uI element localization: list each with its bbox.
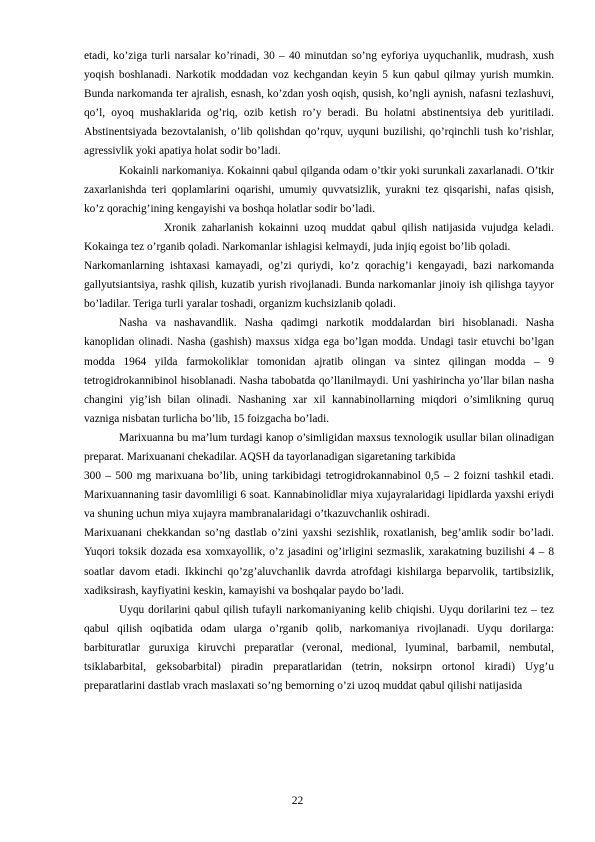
paragraph-chronic-poisoning: Xronik zaharlanish kokainni uzoq muddat qabul qilish natijasida vujudga keladi. Kokainga tez o’rganib qoladi. Narkomanlar ishlagisi kelmaydi, juda injiq egoist bo’lib qoladi. (84, 221, 554, 253)
paragraph-abstinence: etadi, ko’ziga turli narsalar ko’rinadi, 30 – 40 minutdan so’ng eyforiya uyquchanlik, mudrash, xush yoqish boshlanadi. Narkotik moddadan voz kechgandan keyin 5 kun qabul qilmay yurish mumkin. Bunda narkomanda ter ajralish, esnash, ko’zdan yosh oqish, qusish, ko’ngli aynish, nafasni tezlashuvi, qo’l, oyoq mushaklarida og’riq, ozib ketish ro’y beradi. Bu holatni abstinentsiya deb yuritiladi. Abstinentsiyada bezovtalanish, o’lib qolishdan qo’rquv, uyquni buzilishi, qo’rqinchli tush ko’rishlar, agressivlik yoki apatiya holat sodir bo’ladi. (84, 50, 554, 158)
paragraph-cocaine-addiction: Kokainli narkomaniya. Kokainni qabul qilganda odam o’tkir yoki surunkali zaxarlanadi. O’tkir zaxarlanishda teri qoplamlarini oqarishi, umumiy quvvatsizlik, yurakni tez qisqarishi, nafas qisish, ko’z qorachig’ining kengayishi va boshqa holatlar sodir bo’ladi. (84, 164, 554, 215)
paragraph-marijuana-effects: Marixuanani chekkandan so’ng dastlab o’zini yaxshi sezishlik, roxatlanish, beg’amlik sodir bo’ladi. Yuqori toksik dozada esa xomxayollik, o’z jasadini og’irligini sezmaslik, xarakatning buzilishi 4 – 8 soatlar davom etadi. Ikkinchi qo’zg’aluvchanlik davrda atrofdagi kishilarga beparvolik, tartibsizlik, xadiksirash, kayfiyatini keskin, kamayishi va boshqalar paydo bo’ladi. (84, 527, 554, 597)
body-text (84, 47, 554, 696)
paragraph-hashish: Nasha va nashavandlik. Nasha qadimgi narkotik moddalardan biri hisoblanadi. Nasha kanoplidan olinadi. Nasha (gashish) maxsus xidga ega bo’lgan modda. Undagi tasir etuvchi bo’lgan modda 1964 yilda farmokoliklar tomonidan ajratib olingan va sintez qilingan modda – 9 tetrogidrokannibinol hisoblanadi. Nasha tabobatda qo’llanilmaydi. Uni yashirincha yo’llar bilan nasha changini yig’ish bilan olinadi. Nashaning xar xil kannabinollarning miqdori o’simlikning quruq vazniga nisbatan turlicha bo’lib, 15 foizgacha bo’ladi. (84, 317, 554, 425)
paragraph-addict-symptoms: Narkomanlarning ishtaxasi kamayadi, og’zi quriydi, ko’z qorachig’i kengayadi, bazi narkomanda gallyutsiantsiya, rashk qilish, kuzatib yurish rivojlanadi. Bunda narkomanlar jinoiy ish qilishga tayyor bo’ladilar. Teriga turli yaralar toshadi, organizm kuchsizlanib qoladi. (84, 260, 554, 311)
paragraph-marijuana-content: 300 – 500 mg marixuana bo’lib, uning tarkibidagi tetrogidrokannabinol 0,5 – 2 foizni tashkil etadi. Marixuannaning tasir davomliligi 6 soat. Kannabinolidlar miya xujayralaridagi lipidlarda yaxshi eriydi va shuning uchun miya xujayra mambranalaridagi o’tkazuvchanlik oshiradi. (84, 470, 554, 521)
paragraph-marijuana: Marixuanna bu ma’lum turdagi kanop o’simligidan maxsus texnologik usullar bilan olinadigan preparat. Marixuanani chekadilar. AQSH da tayorlanadigan sigaretaning tarkibida (84, 431, 554, 463)
paragraph-sleeping-pills: Uyqu dorilarini qabul qilish tufayli narkomaniyaning kelib chiqishi. Uyqu dorilarini tez – tez qabul qilish oqibatida odam ularga o’rganib qolib, narkomaniya rivojlanadi. Uyqu dorilarga: barbituratlar guruxiga kiruvchi preparatlar (veronal, medional, lyuminal, barbamil, nembutal, tsiklabarbital, geksobarbital) piradin preparatlaridan (tetrin, noksirpn ortonol kiradi) Uyg’u preparatlarini dastlab vrach maslaxati so’ng bemorning o’zi uzoq muddat qabul qilishi natijasida (84, 603, 554, 693)
page-number: 22 (291, 795, 304, 807)
